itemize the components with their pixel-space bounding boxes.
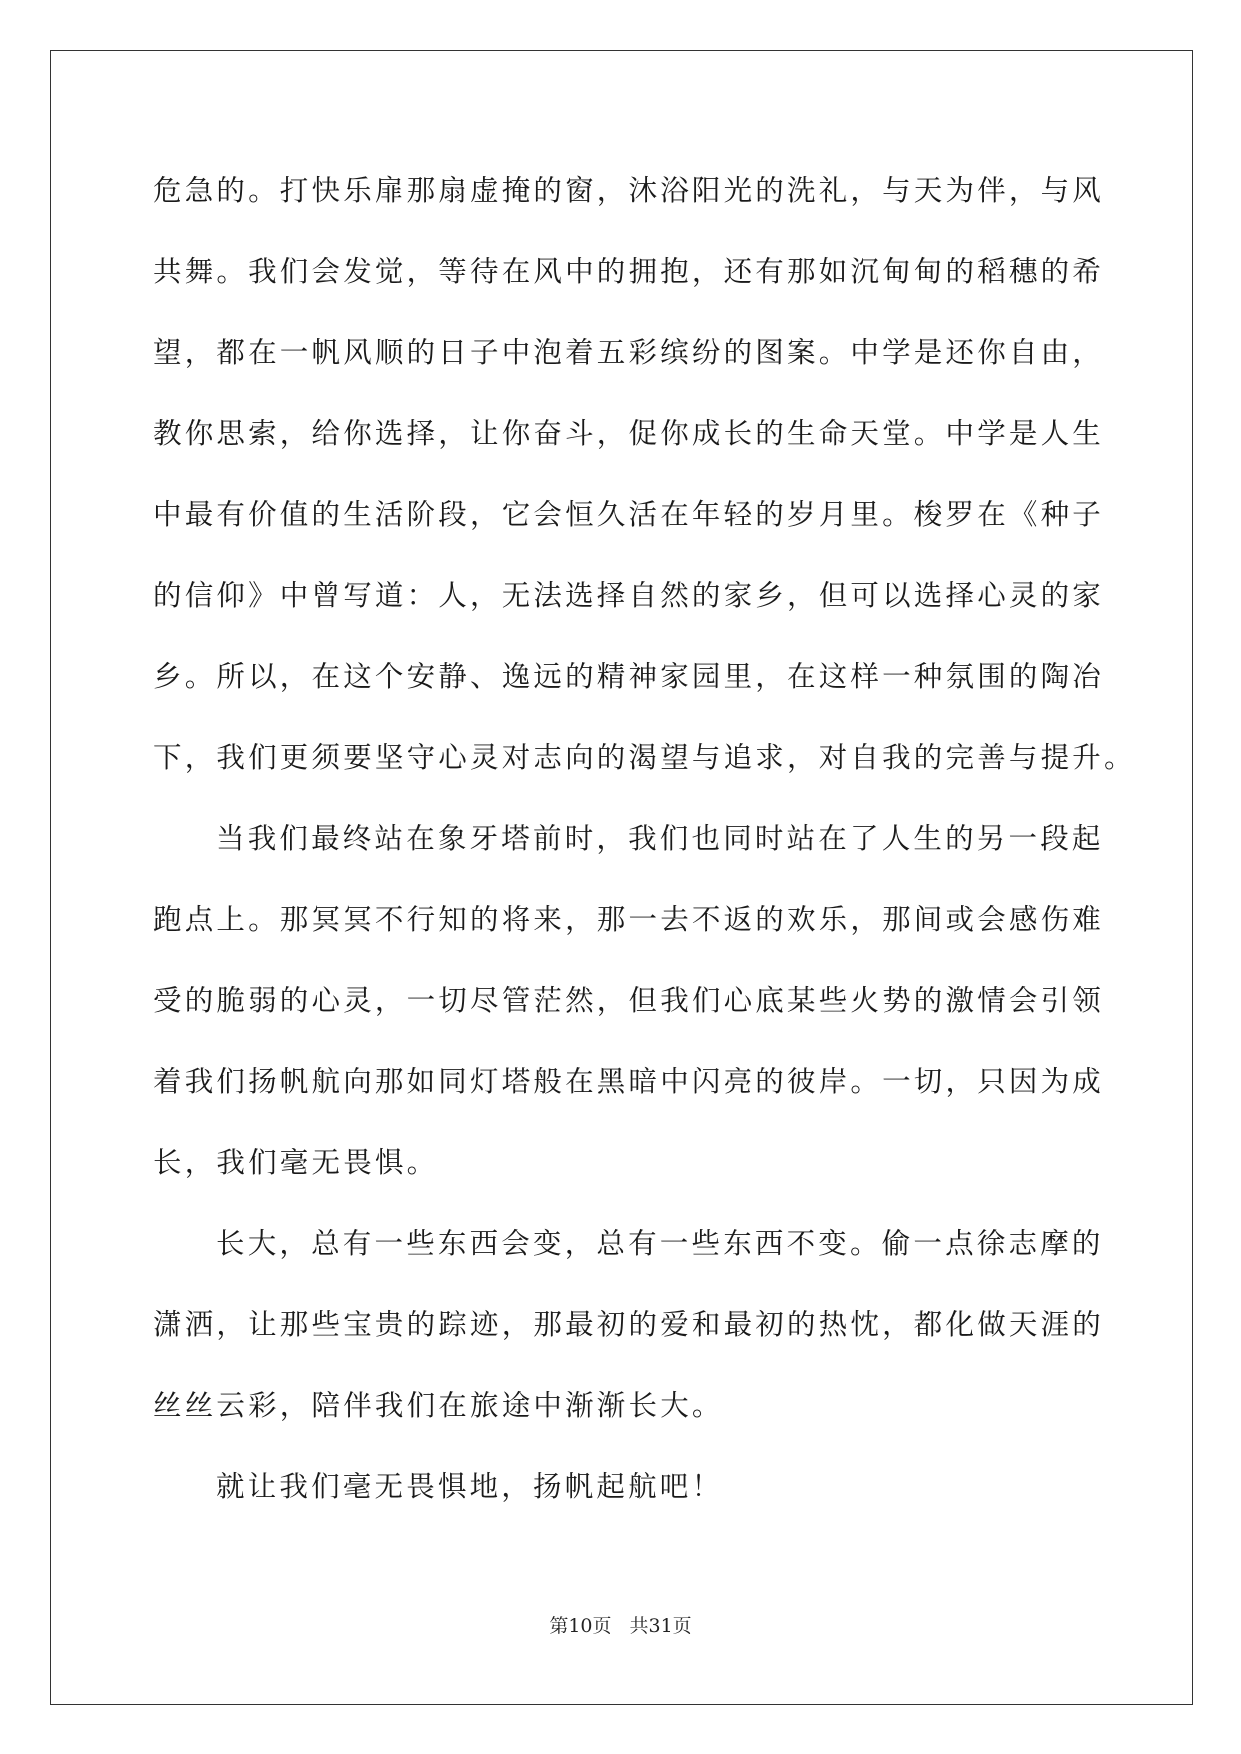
page-number: 第10页 (549, 1615, 612, 1637)
text-line: 共舞。我们会发觉，等待在风中的拥抱，还有那如沉甸甸的稻穗的希 (153, 255, 1105, 288)
text-line: 危急的。打快乐扉那扇虚掩的窗，沐浴阳光的洗礼，与天为伴，与风 (153, 174, 1105, 207)
text-line: 中最有价值的生活阶段，它会恒久活在年轻的岁月里。梭罗在《种子 (153, 498, 1105, 531)
text-line: 长大，总有一些东西会变，总有一些东西不变。偷一点徐志摩的 (216, 1227, 1104, 1260)
text-line: 望，都在一帆风顺的日子中泡着五彩缤纷的图案。中学是还你自由， (153, 336, 1105, 369)
text-line: 当我们最终站在象牙塔前时，我们也同时站在了人生的另一段起 (216, 822, 1104, 855)
text-line: 就让我们毫无畏惧地，扬帆起航吧！ (216, 1470, 724, 1503)
text-line: 教你思索，给你选择，让你奋斗，促你成长的生命天堂。中学是人生 (153, 417, 1105, 450)
text-line: 受的脆弱的心灵，一切尽管茫然，但我们心底某些火势的激情会引领 (153, 984, 1105, 1017)
text-line: 跑点上。那冥冥不行知的将来，那一去不返的欢乐，那间或会感伤难 (153, 903, 1105, 936)
page-total: 共31页 (629, 1615, 692, 1637)
text-line: 下，我们更须要坚守心灵对志向的渴望与追求，对自我的完善与提升。 (153, 741, 1136, 774)
text-line: 潇洒，让那些宝贵的踪迹，那最初的爱和最初的热忱，都化做天涯的 (153, 1308, 1105, 1341)
text-line: 乡。所以，在这个安静、逸远的精神家园里，在这样一种氛围的陶冶 (153, 660, 1105, 693)
document-body (153, 165, 1136, 1542)
text-line: 长，我们毫无畏惧。 (153, 1146, 439, 1179)
text-line: 着我们扬帆航向那如同灯塔般在黑暗中闪亮的彼岸。一切，只因为成 (153, 1065, 1105, 1098)
text-line: 的信仰》中曾写道：人，无法选择自然的家乡，但可以选择心灵的家 (153, 579, 1105, 612)
page-footer (0, 1611, 1241, 1638)
text-line: 丝丝云彩，陪伴我们在旅途中渐渐长大。 (153, 1389, 724, 1422)
